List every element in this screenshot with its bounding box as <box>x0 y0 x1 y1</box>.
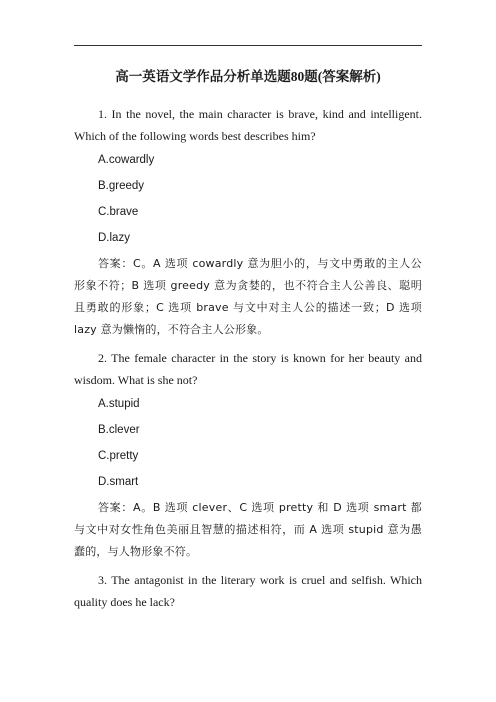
option-c: C.pretty <box>98 450 139 462</box>
question-stem: 2. The female character in the story is known for her beauty and wisdom. What is she not? <box>74 351 422 387</box>
header-rule <box>74 45 422 46</box>
answer-explanation: 答案：C。A 选项 cowardly 意为胆小的，与文中勇敢的主人公形象不符；B 选项 greedy 意为贪婪的，也不符合主人公善良、聪明且勇敢的形象；C 选项 brave 与文中对主人公的描述一致；D 选项 lazy 意为懒惰的，不符合主人公形象。 <box>74 257 422 336</box>
option-d: D.lazy <box>98 232 130 244</box>
question-stem: 1. In the novel, the main character is brave, kind and intelligent. Which of the following words best describes him? <box>74 107 422 143</box>
option-b: B.greedy <box>98 180 145 192</box>
question-block-3 <box>74 569 422 613</box>
option-a: A.cowardly <box>98 154 155 166</box>
option-a: A.stupid <box>98 398 140 410</box>
option-list <box>74 147 422 251</box>
question-block-1 <box>74 103 422 341</box>
option-b: B.clever <box>98 424 140 436</box>
option-list <box>74 391 422 495</box>
question-block-2 <box>74 347 422 563</box>
option-d: D.smart <box>98 476 139 488</box>
option-c: C.brave <box>98 206 139 218</box>
question-stem: 3. The antagonist in the literary work is cruel and selfish. Which quality does he lack? <box>74 573 422 609</box>
answer-explanation: 答案：A。B 选项 clever、C 选项 pretty 和 D 选项 smart 都与文中对女性角色美丽且智慧的描述相符，而 A 选项 stupid 意为愚蠢的，与人物形象不符。 <box>74 501 422 558</box>
document-title: 高一英语文学作品分析单选题80题(答案解析) <box>115 69 381 84</box>
document-body <box>74 103 422 613</box>
